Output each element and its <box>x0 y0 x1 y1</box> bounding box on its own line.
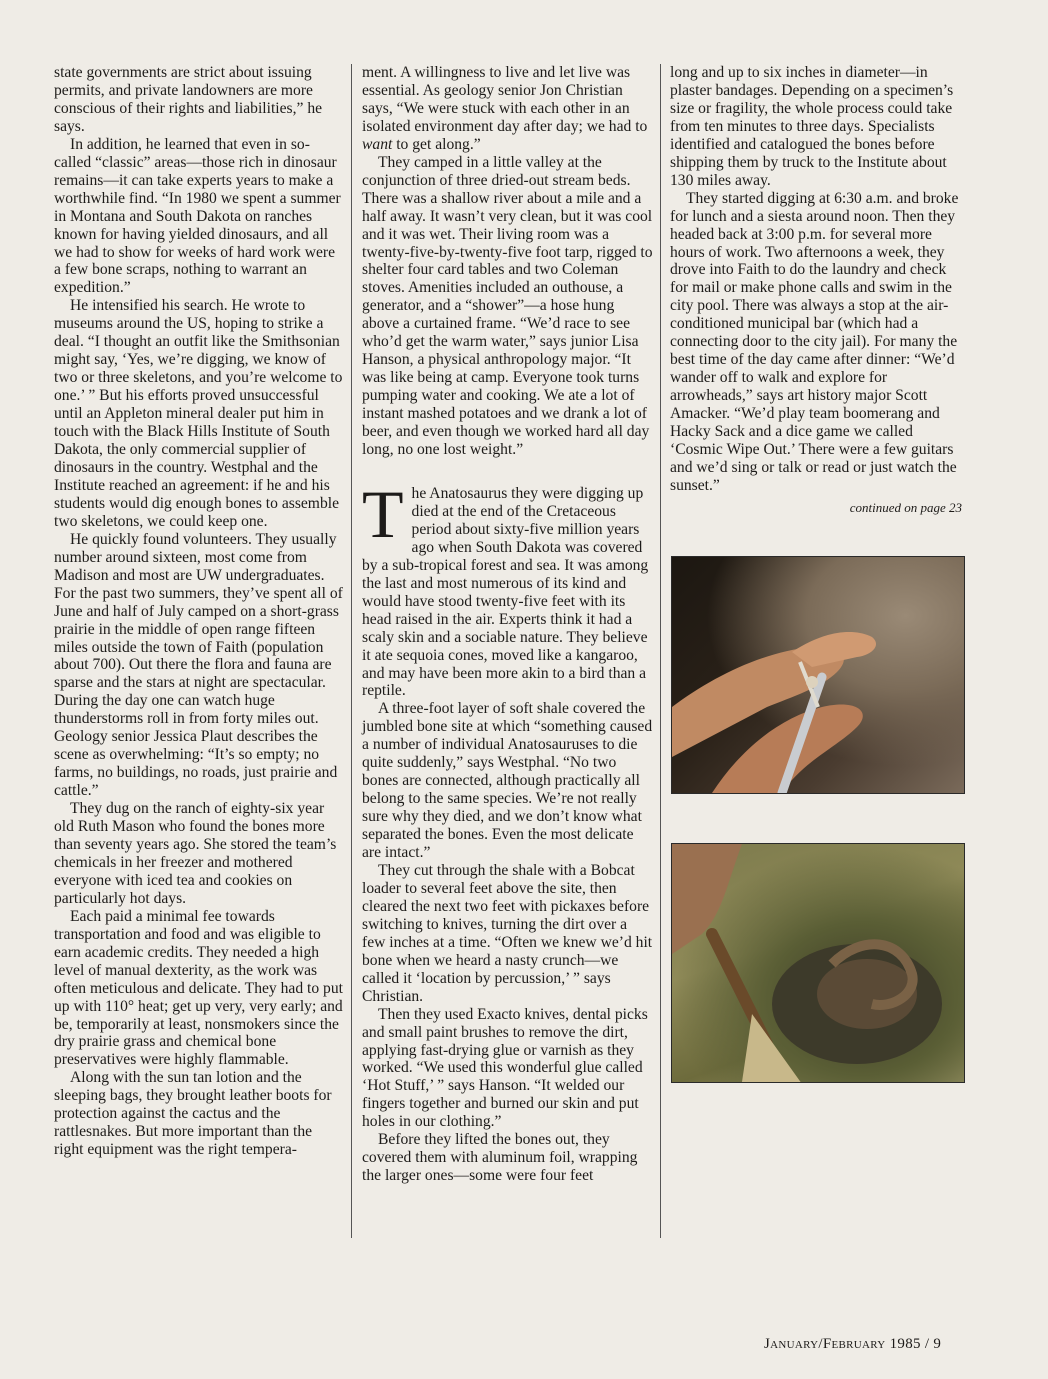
paragraph: They cut through the shale with a Bobcat loader to several feet above the site, then cleared the next two feet with pickaxes before switching to knives, turning the dirt over a few inches at a time. “Often we knew we’d hit bone when we heard a nasty crunch—we called it ‘location by percussion,’ ” says Christian. <box>362 861 653 1005</box>
article-column-2 <box>362 64 654 1185</box>
section-lead-paragraph <box>362 475 654 700</box>
paragraph: They dug on the ranch of eighty-six year old Ruth Mason who found the bones more than seventy years ago. She stored the team’s chemicals in her freezer and mothered everyone with iced tea and cookies on particularly hot days. <box>54 800 337 907</box>
section-break <box>362 459 654 485</box>
emphasis: want <box>362 135 393 153</box>
text-run: ment. A willingness to live and let live was essential. As geology senior Jon Christian says, “We were stuck with each other in an isolated environment day after day; we had to <box>362 64 648 135</box>
article-column-1 <box>54 64 344 1159</box>
photo-brushing-fossil <box>671 843 965 1083</box>
photo-hands-cleaning-bone <box>671 556 965 794</box>
separator: / <box>920 1336 934 1352</box>
page-footer <box>764 1336 941 1353</box>
paragraph: state governments are strict about issuing permits, and private landowners are more conscious of their rights and liabilities,” he says. <box>54 64 323 135</box>
fossil-illustration <box>672 844 964 1082</box>
drop-cap: T <box>362 475 404 552</box>
paragraph: They started digging at 6:30 a.m. and broke for lunch and a siesta around noon. Then they headed back at 3:00 p.m. for several more hours of work. Two afternoons a week, they drove into Faith to do the laundry and check for mail or make phone calls and swim in the city pool. There was always a stop at the air-conditioned municipal bar (which had a connecting door to the city jail). For many the best time of the day came after dinner: “We’d wander off to walk and explore for arrowheads,” says art history major Scott Amacker. “We’d play team boomerang and Hacky Sack and a dice game we called ‘Cosmic Wipe Out.’ There were a few guitars and we’d sing or talk or read or just watch the sunset.” <box>670 189 959 494</box>
paragraph: Before they lifted the bones out, they covered them with aluminum foil, wrapping the larger ones—some were four feet <box>362 1131 638 1185</box>
issue-date: January/February 1985 <box>764 1336 921 1352</box>
paragraph: Each paid a minimal fee towards transportation and food and was eligible to earn academic credits. They needed a high level of manual dexterity, as the work was often meticulous and delicate. They had to put up with 110° heat; get up very, very early; and be, temporarily at least, nonsmokers since the dry prairie grass and chemical bone preservatives were highly flammable. <box>54 907 343 1069</box>
paragraph <box>362 64 654 154</box>
paragraph: In addition, he learned that even in so-called “classic” areas—those rich in dinosaur remains—it can take experts years to make a worthwhile find. “In 1980 we spent a summer in Montana and South Dakota on ranches known for having yielded dinosaurs, and all we had to show for weeks of hard work were a few bone scraps, nothing to warrant an expedition.” <box>54 135 341 297</box>
paragraph: He intensified his search. He wrote to museums around the US, hoping to strike a deal. “I thought an outfit like the Smithsonian might say, ‘Yes, we’re digging, we know of two or three skeletons, and you’re welcome to one.’ ” But his efforts proved unsuccessful until an Appleton mineral dealer put him in touch with the Black Hills Institute of South Dakota, the only commercial supplier of dinosaurs in the country. Westphal and the Institute reached an agreement: if he and his students would dig enough bones to assemble two skeletons, we could keep one. <box>54 297 343 530</box>
paragraph: They camped in a little valley at the conjunction of three dried-out stream beds. There was a shallow river about a mile and a half away. It wasn’t very clean, but it was cool and it was wet. Their living room was a twenty-five-by-twenty-five foot tarp, rigged to shelter four card tables and two Coleman stoves. Amenities included an outhouse, a generator, and a “shower”—a hose hung above a curtained frame. “We’d race to see who’d get the warm water,” says junior Lisa Hanson, a physical anthropology major. “It was like being at camp. Everyone took turns pumping water and cooking. We ate a lot of instant mashed potatoes and we drank a lot of beer, and even though we worked hard all day long, no one lost weight.” <box>362 153 653 459</box>
text-run: he Anatosaurus they were digging up died at the end of the Cretaceous period about sixty-five million years ago when South Dakota was covered by a sub-tropical forest and sea. It was among the last and most numerous of its kind and would have stood twenty-five feet with its head raised in the air. Experts think it had a scaly skin and a sociable nature. They believe it ate sequoia cones, moved like a kangaroo, and may have been more akin to a bird than a reptile. <box>362 484 649 700</box>
hands-illustration <box>672 557 964 793</box>
column-rule <box>660 64 661 1238</box>
paragraph: A three-foot layer of soft shale covered the jumbled bone site at which “something caused a number of individual Anatosauruses to die quite suddenly,” says Westphal. “No two bones are connected, although practically all belong to the same species. We’re not really sure why they died, and we don’t know what separated the bones. Even the most delicate are intact.” <box>362 700 653 862</box>
paragraph: Along with the sun tan lotion and the sleeping bags, they brought leather boots for protection against the cactus and the rattlesnakes. But more important than the right equipment was the right tempera- <box>54 1069 332 1159</box>
page-number: 9 <box>933 1336 942 1352</box>
text-run: to get along.” <box>392 135 481 153</box>
paragraph: long and up to six inches in diameter—in plaster bandages. Depending on a specimen’s size or fragility, the whole process could take from ten minutes to three days. Specialists identified and catalogued the bones before shipping them by truck to the Institute about 130 miles away. <box>670 64 954 189</box>
column-rule <box>351 64 352 1238</box>
continued-note: continued on page 23 <box>849 499 962 515</box>
paragraph: He quickly found volunteers. They usually number around sixteen, most come from Madison and most are UW undergraduates. For the past two summers, they’ve spent all of June and half of July camped on a short-grass prairie in the middle of open range fifteen miles outside the town of Faith (population about 700). Out there the flora and fauna are sparse and the stars at night are spectacular. During the day one can watch huge thunderstorms roll in from forty miles out. Geology senior Jessica Plaut describes the scene as overwhelming: “It’s so empty; no farms, no buildings, no roads, just prairie and cattle.” <box>54 530 343 800</box>
article-column-3 <box>670 64 962 517</box>
paragraph: Then they used Exacto knives, dental picks and small paint brushes to remove the dirt, applying fast-drying glue or varnish as they worked. “We used this wonderful glue called ‘Hot Stuff,’ ” says Hanson. “It welded our fingers together and burned our skin and put holes in our clothing.” <box>362 1005 648 1131</box>
